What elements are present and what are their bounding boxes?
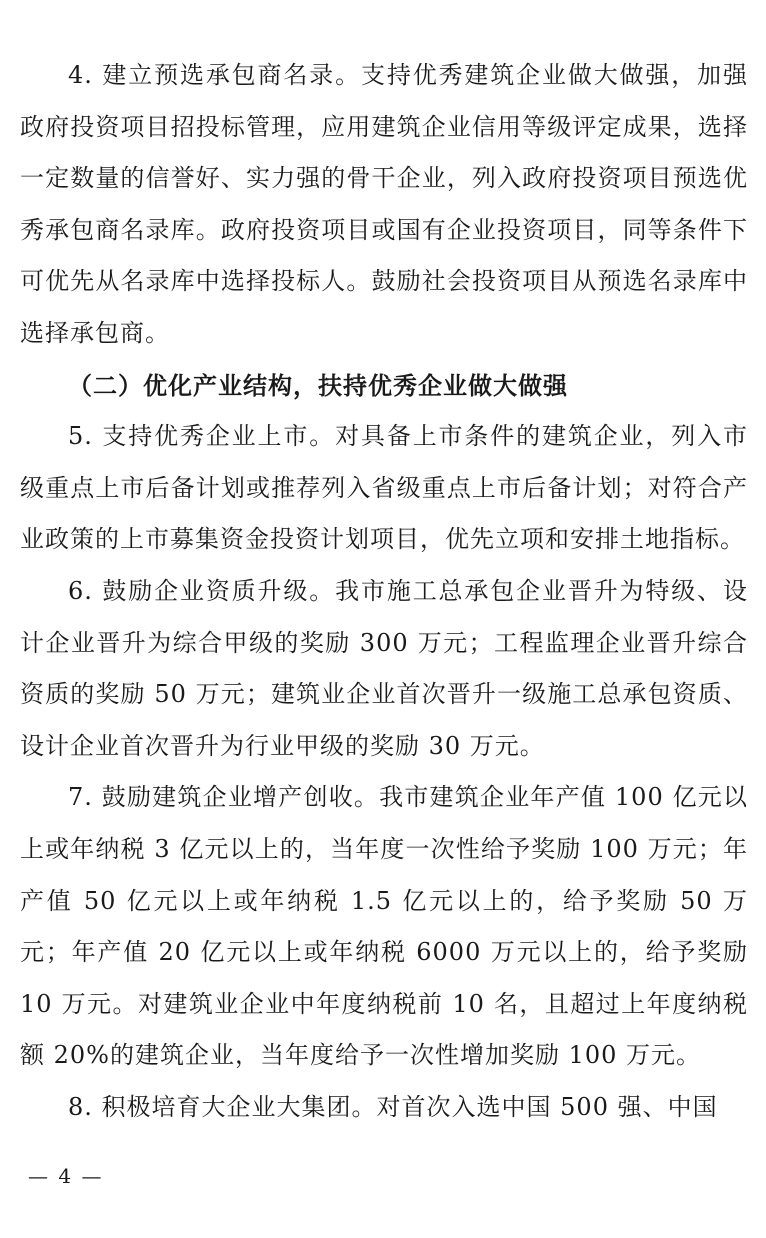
page-number: — 4 — — [28, 1164, 104, 1188]
paragraph-6: 6. 鼓励企业资质升级。我市施工总承包企业晋升为特级、设计企业晋升为综合甲级的奖励 300 万元；工程监理企业晋升综合资质的奖励 50 万元；建筑业企业首次晋升一级施工总承包资质、设计企业首次晋升为行业甲级的奖励 30 万元。 — [20, 576, 748, 760]
paragraph-8: 8. 积极培育大企业大集团。对首次入选中国 500 强、中国 — [68, 1092, 718, 1121]
paragraph-5: 5. 支持优秀企业上市。对具备上市条件的建筑企业，列入市级重点上市后备计划或推荐列入省级重点上市后备计划；对符合产业政策的上市募集资金投资计划项目，优先立项和安排土地指标。 — [20, 422, 748, 554]
document-body — [20, 50, 748, 1133]
paragraph-4: 4. 建立预选承包商名录。支持优秀建筑企业做大做强，加强政府投资项目招投标管理，应用建筑企业信用等级评定成果，选择一定数量的信誉好、实力强的骨干企业，列入政府投资项目预选优秀承包商名录库。政府投资项目或国有企业投资项目，同等条件下可优先从名录库中选择投标人。鼓励社会投资项目从预选名录库中选择承包商。 — [20, 61, 748, 347]
paragraph-7: 7. 鼓励建筑企业增产创收。我市建筑企业年产值 100 亿元以上或年纳税 3 亿元以上的，当年度一次性给予奖励 100 万元；年产值 50 亿元以上或年纳税 1.5 亿元以上的，给予奖励 50 万元；年产值 20 亿元以上或年纳税 6000 万元以上的，给予奖励 10 万元。对建筑业企业中年度纳税前 10 名，且超过上年度纳税额 20%的建筑企业，当年度给予一次性增加奖励 100 万元。 — [20, 783, 748, 1070]
section-heading-2: （二）优化产业结构，扶持优秀企业做大做强 — [68, 370, 568, 400]
